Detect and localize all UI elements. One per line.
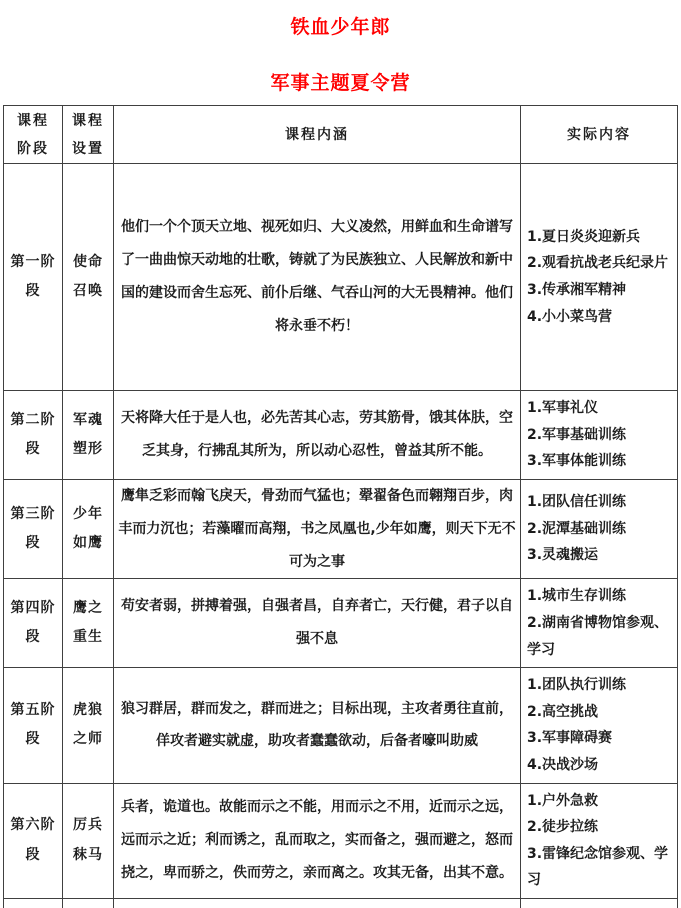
actual-content-item: 1.夏日炎炎迎新兵 (527, 224, 671, 251)
actual-content-item: 1.团队执行训练 (527, 672, 671, 699)
content-cell (114, 668, 521, 783)
actual-content-item: 4.决战沙场 (527, 752, 671, 779)
content-paragraph: 天将降大任于是人也，必先苦其心志，劳其筋骨，饿其体肤，空乏其身，行拂乱其所为，所以动心忍性，曾益其所不能。 (118, 402, 516, 468)
actual-content-item: 1.团队信任训练 (527, 489, 671, 516)
actual-content-item: 4.小小菜鸟营 (527, 304, 671, 331)
actual-content-item: 1.城市生存训练 (527, 583, 671, 610)
actual-content-item: 3.军事体能训练 (527, 448, 671, 475)
course-cell: 使命召唤 (63, 164, 114, 391)
page-subtitle: 军事主题夏令营 (0, 68, 681, 95)
page-title: 铁血少年郎 (0, 12, 681, 39)
partial-cell (521, 898, 678, 908)
partial-cell (4, 898, 63, 908)
content-cell (114, 479, 521, 579)
stage-cell: 第五阶段 (4, 668, 63, 783)
stage-cell: 第一阶段 (4, 164, 63, 391)
stage-cell: 第三阶段 (4, 479, 63, 579)
course-cell: 鹰之重生 (63, 579, 114, 668)
header-course-setup: 课程设置 (63, 106, 114, 164)
actual-content-item: 3.灵魂搬运 (527, 542, 671, 569)
table-row (4, 391, 678, 480)
actual-content-item: 3.军事障碍赛 (527, 725, 671, 752)
actual-content-item: 2.军事基础训练 (527, 422, 671, 449)
course-table (3, 105, 678, 908)
actual-content-item: 1.军事礼仪 (527, 395, 671, 422)
course-cell: 军魂塑形 (63, 391, 114, 480)
actual-content-cell (521, 164, 678, 391)
course-cell: 厉兵秣马 (63, 783, 114, 898)
content-paragraph: 兵者，诡道也。故能而示之不能，用而示之不用，近而示之远，远而示之近；利而诱之，乱而取之，实而备之，强而避之，怒而挠之，卑而骄之，佚而劳之，亲而离之。攻其无备，出其不意。 (118, 791, 516, 890)
header-actual-content: 实际内容 (521, 106, 678, 164)
content-paragraph: 鹰隼乏彩而翰飞戾天，骨劲而气猛也；翚翟备色而翱翔百步，肉丰而力沉也；若藻曜而高翔，书之凤凰也,少年如鹰，则天下无不可为之事 (118, 480, 516, 579)
actual-content-cell (521, 479, 678, 579)
table-row (4, 579, 678, 668)
table-row (4, 479, 678, 579)
table-header (4, 106, 678, 164)
actual-content-cell (521, 668, 678, 783)
partial-row (4, 898, 678, 908)
header-course-connotation: 课程内涵 (114, 106, 521, 164)
actual-content-item: 1.户外急救 (527, 788, 671, 815)
partial-cell (114, 898, 521, 908)
course-cell: 虎狼之师 (63, 668, 114, 783)
course-cell: 少年如鹰 (63, 479, 114, 579)
content-cell (114, 391, 521, 480)
actual-content-cell (521, 579, 678, 668)
stage-cell: 第二阶段 (4, 391, 63, 480)
table-row (4, 668, 678, 783)
stage-cell: 第六阶段 (4, 783, 63, 898)
actual-content-item: 2.观看抗战老兵纪录片 (527, 250, 671, 277)
actual-content-item: 2.湖南省博物馆参观、学习 (527, 610, 671, 663)
table-row (4, 164, 678, 391)
content-paragraph: 狼习群居，群而发之，群而进之；目标出现，主攻者勇往直前，佯攻者避实就虚，助攻者蠢蠢欲动，后备者嚎叫助威 (118, 693, 516, 759)
actual-content-cell (521, 391, 678, 480)
content-paragraph: 他们一个个顶天立地、视死如归、大义凌然，用鲜血和生命谱写了一曲曲惊天动地的壮歌，铸就了为民族独立、人民解放和新中国的建设而舍生忘死、前仆后继、气吞山河的大无畏精神。他们将永垂不朽！ (118, 211, 516, 343)
partial-cell (63, 898, 114, 908)
content-paragraph: 苟安者弱，拼搏着强，自强者昌，自弃者亡，天行健，君子以自强不息 (118, 590, 516, 656)
actual-content-item: 2.高空挑战 (527, 699, 671, 726)
content-cell (114, 164, 521, 391)
stage-cell: 第四阶段 (4, 579, 63, 668)
header-course-stage: 课程阶段 (4, 106, 63, 164)
header-row (4, 106, 678, 164)
actual-content-item: 2.徒步拉练 (527, 814, 671, 841)
actual-content-item: 2.泥潭基础训练 (527, 516, 671, 543)
content-cell (114, 579, 521, 668)
table-body (4, 164, 678, 908)
actual-content-item: 3.雷锋纪念馆参观、学习 (527, 841, 671, 894)
actual-content-item: 3.传承湘军精神 (527, 277, 671, 304)
